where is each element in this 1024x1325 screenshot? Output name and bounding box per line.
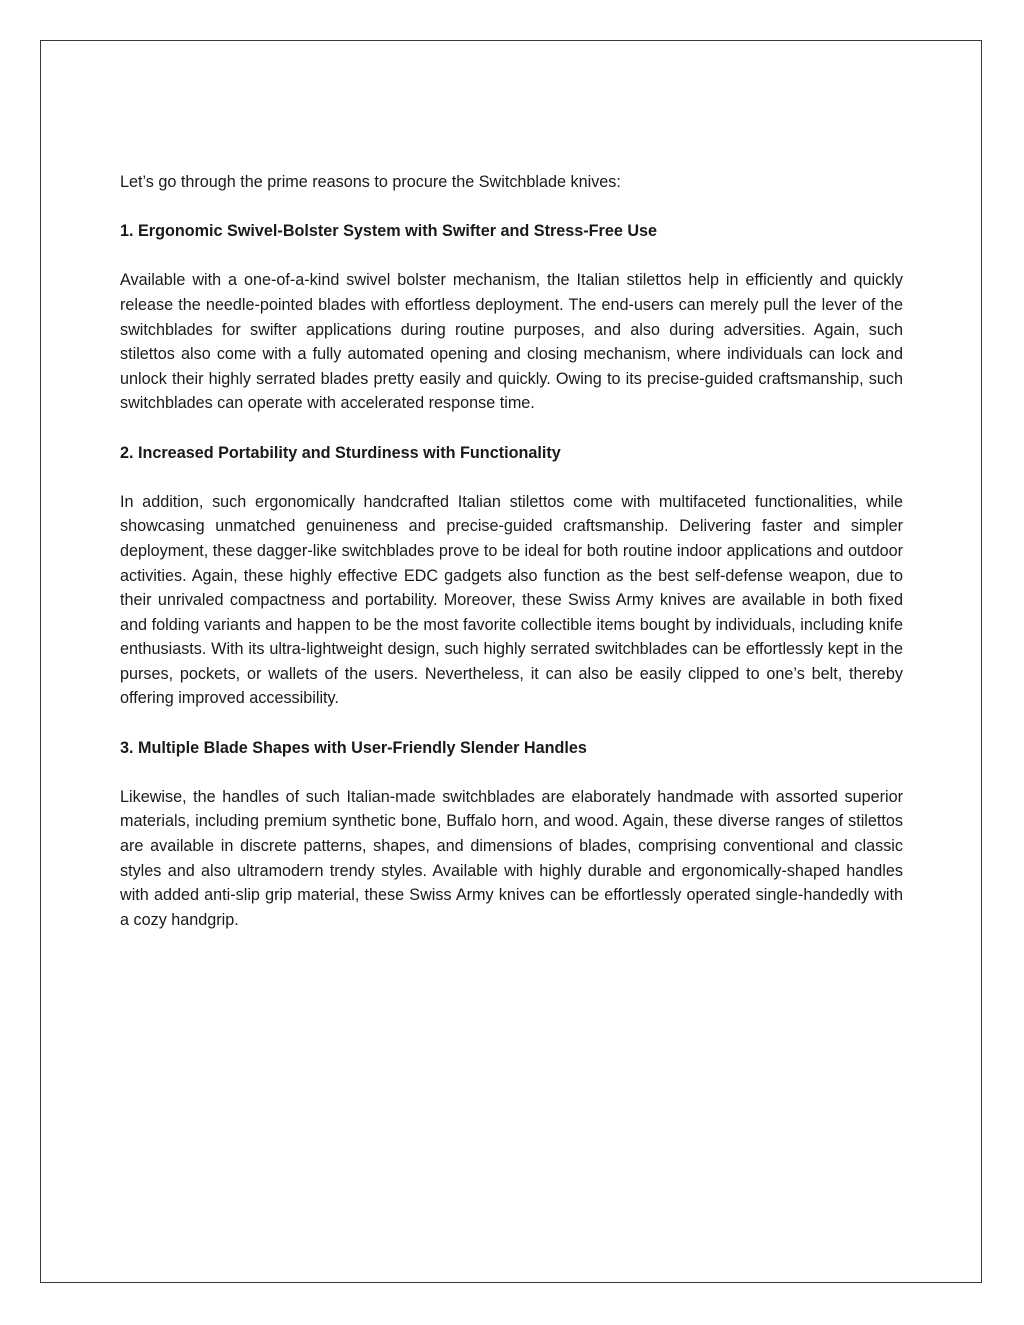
section-heading-3: 3. Multiple Blade Shapes with User-Friendly Slender Handles xyxy=(120,738,587,757)
section-body-2: In addition, such ergonomically handcrafted Italian stilettos come with multifaceted functionalities, while showcasing unmatched genuineness and precise-guided craftsmanship. Delivering faster and simpler deployment, these dagger-like switchblades prove to be ideal for both routine indoor applications and outdoor activities. Again, these highly effective EDC gadgets also function as the best self-defense weapon, due to their unrivaled compactness and portability. Moreover, these Swiss Army knives are available in both fixed and folding variants and happen to be the most favorite collectible items bought by individuals, including knife enthusiasts. With its ultra-lightweight design, such highly serrated switchblades can be effortlessly kept in the purses, pockets, or wallets of the users. Nevertheless, it can also be easily clipped to one’s belt, thereby offering improved accessibility. xyxy=(120,492,903,708)
section-body-1: Available with a one-of-a-kind swivel bolster mechanism, the Italian stilettos help in efficiently and quickly release the needle-pointed blades with effortless deployment. The end-users can merely pull the lever of the switchblades for swifter applications during routine purposes, and also during adversities. Again, such stilettos also come with a fully automated opening and closing mechanism, where individuals can lock and unlock their highly serrated blades pretty easily and quickly. Owing to its precise-guided craftsmanship, such switchblades can operate with accelerated response time. xyxy=(120,271,903,413)
document-content xyxy=(120,170,903,957)
intro-paragraph: Let’s go through the prime reasons to procure the Switchblade knives: xyxy=(120,173,621,191)
section-heading-1: 1. Ergonomic Swivel-Bolster System with Swifter and Stress-Free Use xyxy=(120,222,658,241)
section-heading-2: 2. Increased Portability and Sturdiness with Functionality xyxy=(120,443,561,462)
section-body-3: Likewise, the handles of such Italian-made switchblades are elaborately handmade with assorted superior materials, including premium synthetic bone, Buffalo horn, and wood. Again, these diverse ranges of stilettos are available in discrete patterns, shapes, and dimensions of blades, comprising conventional and classic styles and also ultramodern trendy styles. Available with highly durable and ergonomically-shaped handles with added anti-slip grip material, these Swiss Army knives can be effortlessly operated single-handedly with a cozy handgrip. xyxy=(120,787,903,929)
